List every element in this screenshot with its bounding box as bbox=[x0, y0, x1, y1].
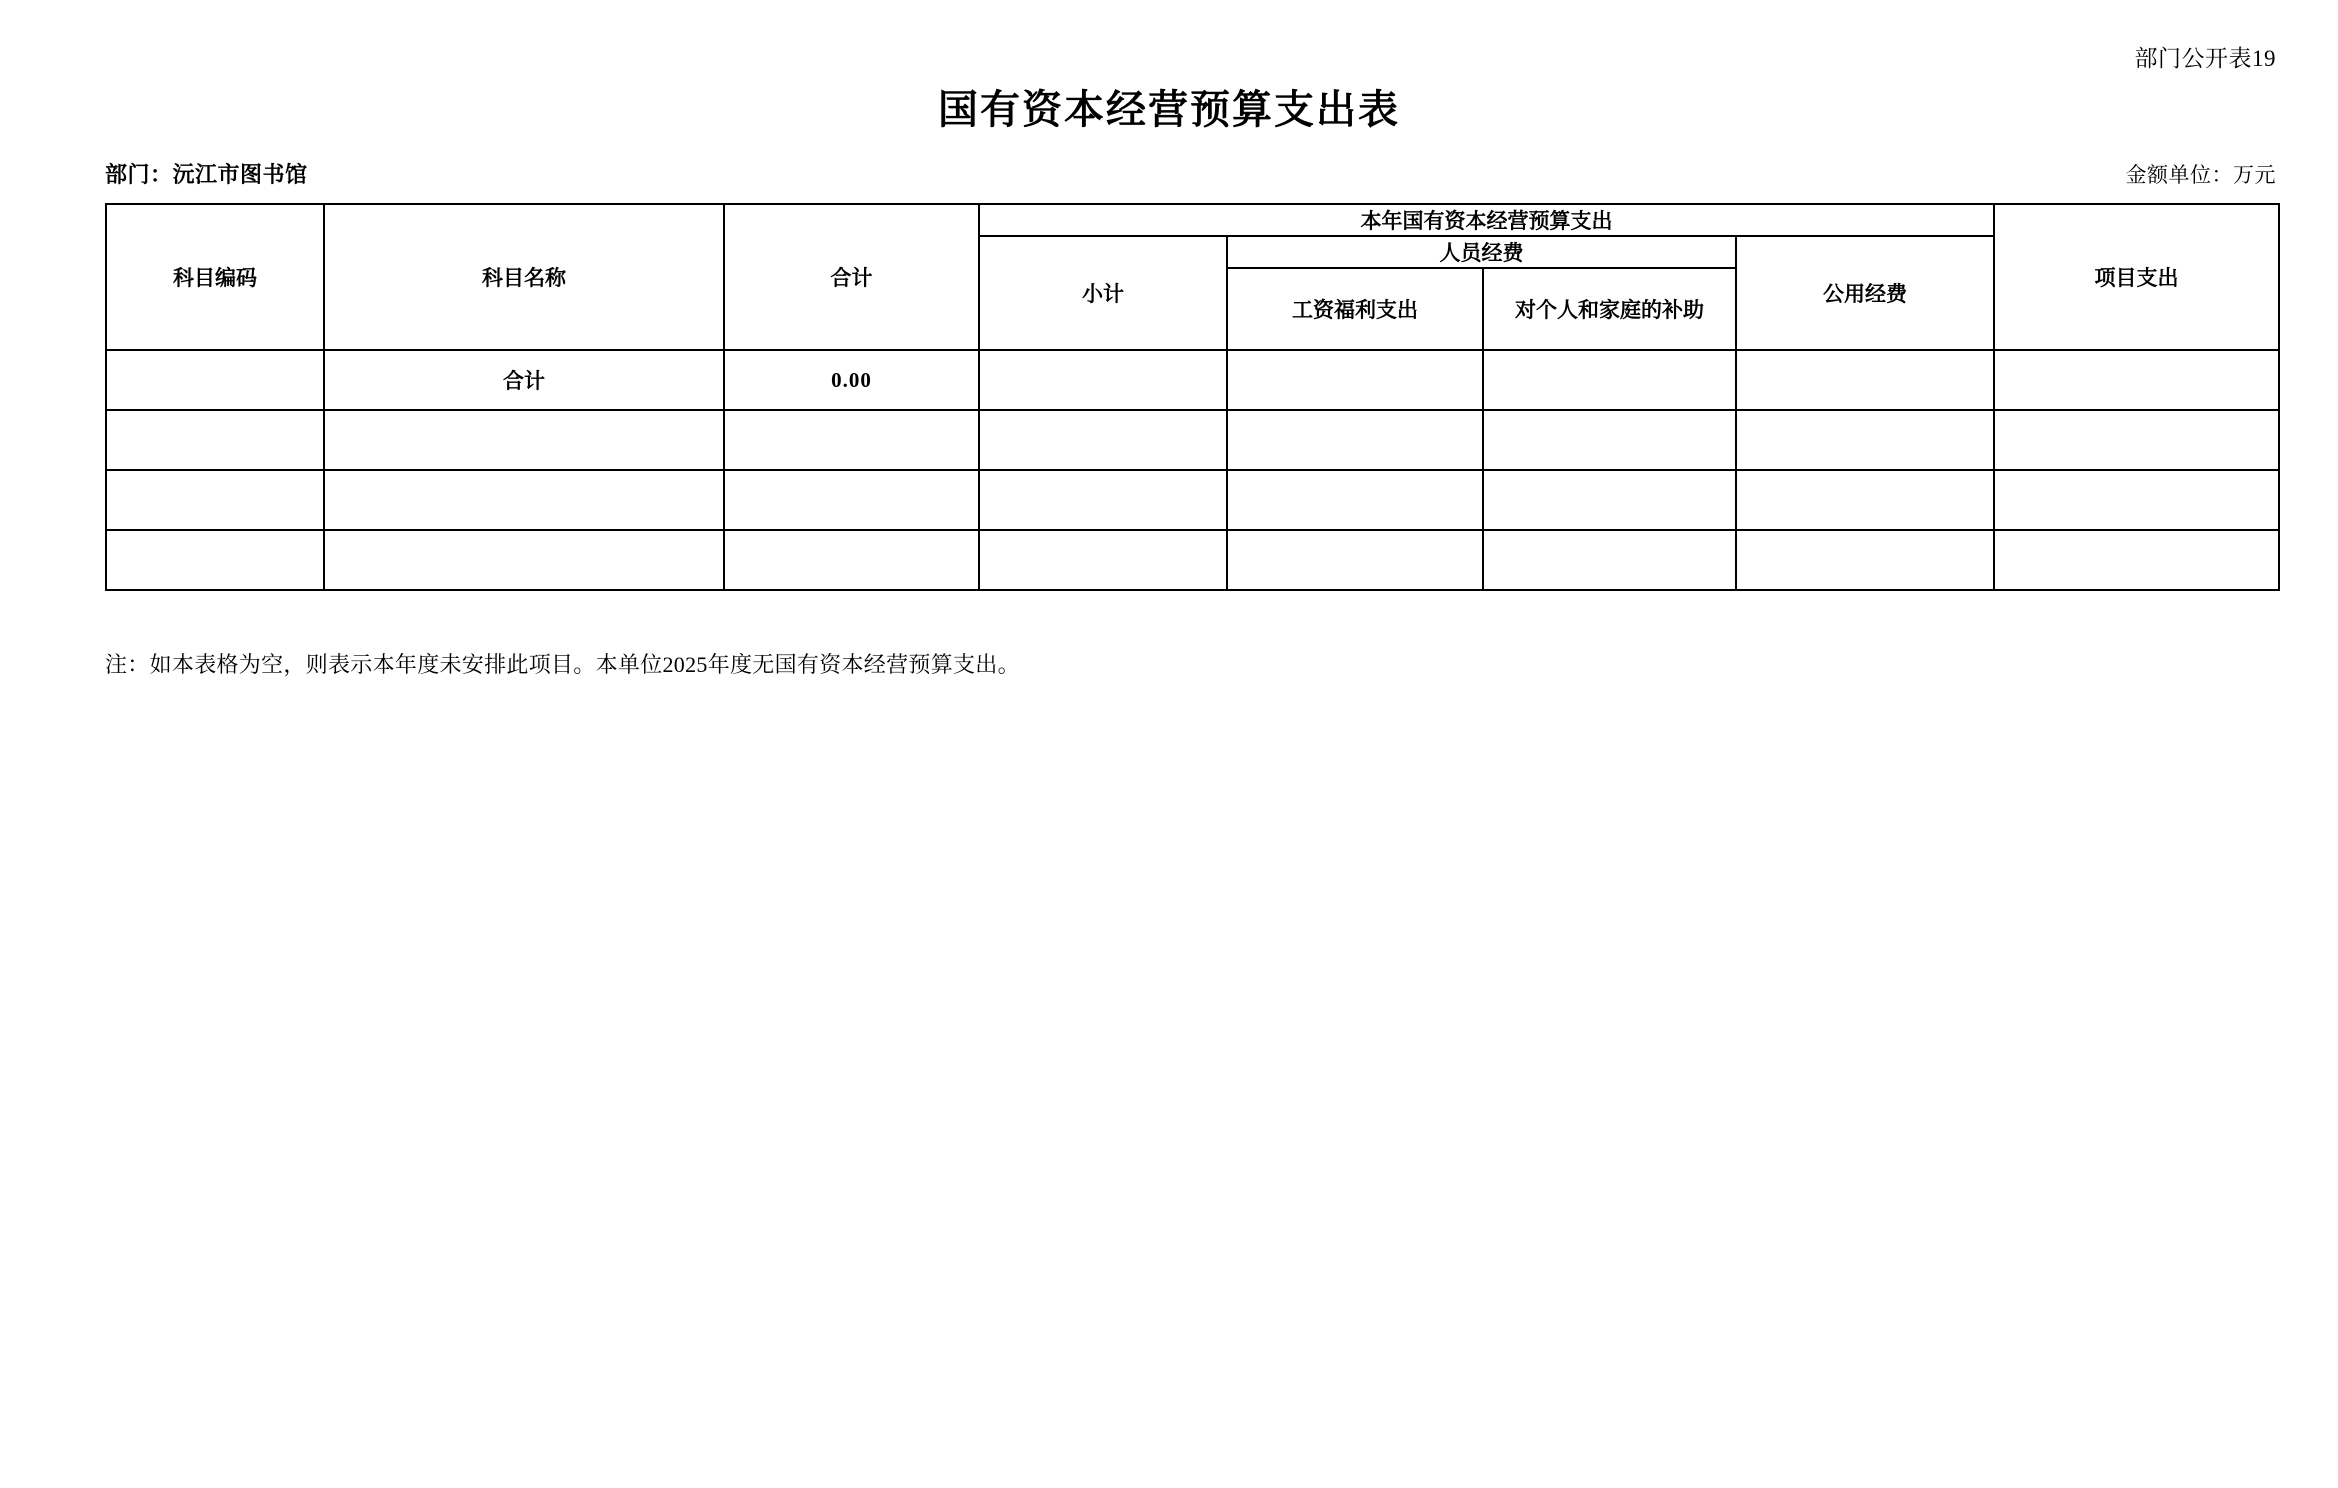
cell-subtotal bbox=[979, 470, 1227, 530]
cell-total bbox=[724, 410, 979, 470]
cell-total bbox=[724, 530, 979, 590]
column-header-name: 科目名称 bbox=[324, 204, 724, 350]
column-header-total: 合计 bbox=[724, 204, 979, 350]
cell-code bbox=[106, 350, 324, 410]
form-number-tag: 部门公开表19 bbox=[2134, 46, 2276, 71]
column-header-code: 科目编码 bbox=[106, 204, 324, 350]
cell-salary-welfare bbox=[1227, 410, 1483, 470]
cell-subsidy bbox=[1483, 410, 1736, 470]
column-header-personnel: 人员经费 bbox=[1227, 236, 1736, 268]
cell-salary-welfare bbox=[1227, 470, 1483, 530]
cell-salary-welfare bbox=[1227, 530, 1483, 590]
amount-unit-label: 金额单位：万元 bbox=[2125, 163, 2276, 187]
table-row bbox=[106, 530, 2279, 590]
cell-project-expenditure bbox=[1994, 410, 2279, 470]
column-header-subtotal: 小计 bbox=[979, 236, 1227, 350]
cell-project-expenditure bbox=[1994, 470, 2279, 530]
cell-code bbox=[106, 410, 324, 470]
table-row bbox=[106, 350, 2279, 410]
cell-name bbox=[324, 530, 724, 590]
cell-public-funds bbox=[1736, 350, 1994, 410]
cell-total bbox=[724, 470, 979, 530]
cell-project-expenditure bbox=[1994, 350, 2279, 410]
table-row bbox=[106, 410, 2279, 470]
cell-public-funds bbox=[1736, 530, 1994, 590]
cell-code bbox=[106, 470, 324, 530]
budget-table bbox=[105, 203, 2280, 591]
column-header-project-expenditure: 项目支出 bbox=[1994, 204, 2279, 350]
cell-name bbox=[324, 410, 724, 470]
cell-subsidy bbox=[1483, 350, 1736, 410]
document-meta bbox=[105, 158, 2276, 189]
department-label: 部门：沅江市图书馆 bbox=[105, 162, 308, 187]
cell-project-expenditure bbox=[1994, 530, 2279, 590]
cell-subtotal bbox=[979, 350, 1227, 410]
cell-public-funds bbox=[1736, 470, 1994, 530]
cell-code bbox=[106, 530, 324, 590]
cell-name bbox=[324, 470, 724, 530]
column-header-current-year-group: 本年国有资本经营预算支出 bbox=[979, 204, 1994, 236]
cell-total: 0.00 bbox=[724, 350, 979, 410]
page-title: 国有资本经营预算支出表 bbox=[938, 87, 1400, 132]
cell-name: 合计 bbox=[324, 350, 724, 410]
table-note: 注：如本表格为空，则表示本年度未安排此项目。本单位2025年度无国有资本经营预算支出。 bbox=[105, 652, 1020, 677]
cell-subsidy bbox=[1483, 470, 1736, 530]
cell-subtotal bbox=[979, 530, 1227, 590]
cell-salary-welfare bbox=[1227, 350, 1483, 410]
cell-public-funds bbox=[1736, 410, 1994, 470]
column-header-public-funds: 公用经费 bbox=[1736, 236, 1994, 350]
table-row bbox=[106, 470, 2279, 530]
cell-subtotal bbox=[979, 410, 1227, 470]
cell-subsidy bbox=[1483, 530, 1736, 590]
column-header-subsidy: 对个人和家庭的补助 bbox=[1483, 268, 1736, 350]
column-header-salary-welfare: 工资福利支出 bbox=[1227, 268, 1483, 350]
